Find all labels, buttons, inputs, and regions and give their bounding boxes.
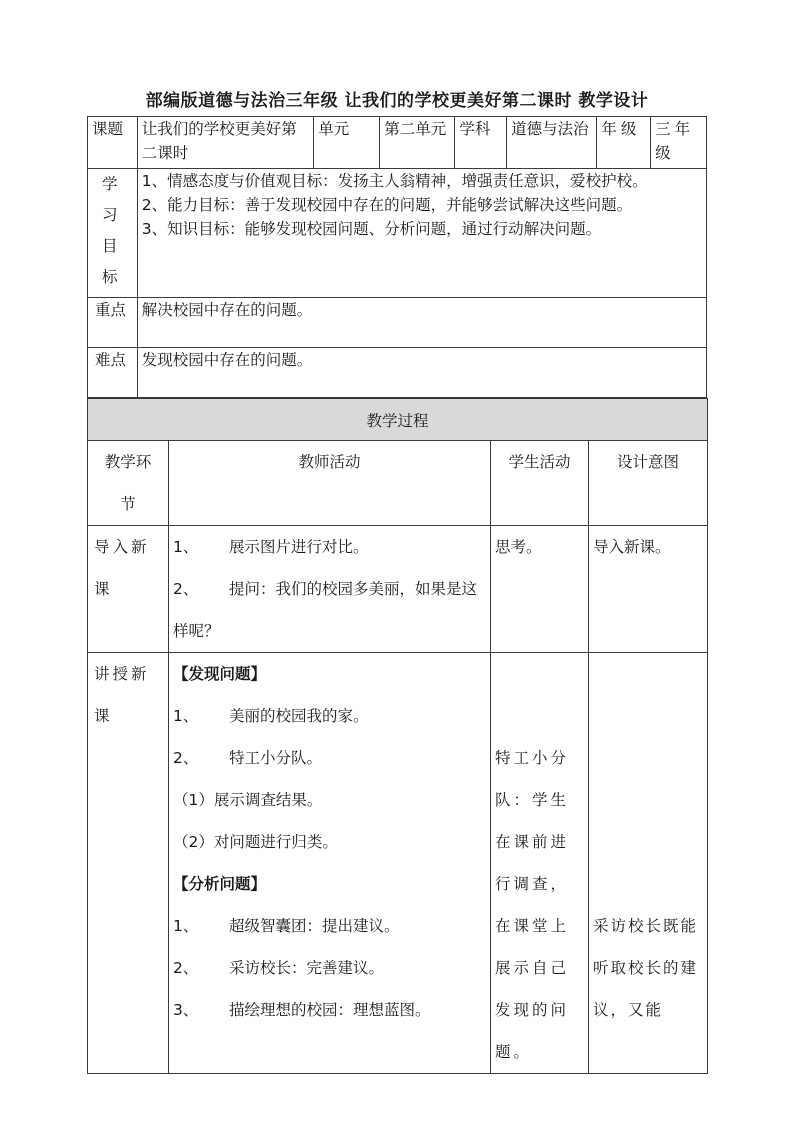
- intro-step2: 提问：我们的校园多美丽，如果是这样呢？: [173, 580, 478, 640]
- lecture-teacher: [169, 653, 491, 1074]
- lecture-design-text: 采访校长既能听取校长的建议，又能: [593, 917, 699, 1019]
- unit-value: 第二单元: [380, 117, 455, 169]
- subject-label: 学科: [455, 117, 507, 169]
- lecture-student: [491, 653, 589, 1074]
- lecture-step5: 超级智囊团：提出建议。: [229, 917, 400, 935]
- header-design: 设计意图: [589, 441, 708, 526]
- goals-content: [137, 169, 706, 298]
- lecture-student-text: 特工小分队：学生在课前进行调查，在课堂上展示自己发现的问题。: [495, 749, 570, 1061]
- lecture-step1-num: 1、: [173, 707, 199, 725]
- goal-knowledge: 3、知识目标：能够发现校园问题、分析问题，通过行动解决问题。: [141, 220, 602, 238]
- lecture-step7: 描绘理想的校园：理想蓝图。: [229, 1001, 431, 1019]
- topic-label: 课题: [88, 117, 138, 169]
- lecture-stage: 讲授新课: [88, 653, 169, 1074]
- section-analyze-problem: 【分析问题】: [173, 875, 267, 893]
- intro-student: 思考。: [491, 526, 589, 653]
- key-point-value: 解决校园中存在的问题。: [137, 298, 706, 348]
- subject-value: 道德与法治: [507, 117, 597, 169]
- goal-affective: 1、情感态度与价值观目标：发扬主人翁精神，增强责任意识，爱校护校。: [141, 172, 648, 190]
- intro-step2-num: 2、: [173, 580, 199, 598]
- difficulty-value: 发现校园中存在的问题。: [137, 348, 706, 398]
- header-stage: 教学环节: [88, 441, 169, 526]
- intro-teacher: [169, 526, 491, 653]
- intro-step1-num: 1、: [173, 538, 199, 556]
- lesson-info-table: [87, 116, 707, 398]
- header-teacher: 教师活动: [169, 441, 491, 526]
- difficulty-label: 难点: [88, 348, 138, 398]
- lecture-step7-num: 3、: [173, 1001, 199, 1019]
- process-banner: 教学过程: [88, 399, 708, 441]
- lecture-design: [589, 653, 708, 1074]
- key-point-label: 重点: [88, 298, 138, 348]
- intro-stage: 导入新课: [88, 526, 169, 653]
- grade-value: 三年级: [651, 117, 707, 169]
- lecture-step6: 采访校长：完善建议。: [229, 959, 385, 977]
- lecture-step5-num: 1、: [173, 917, 199, 935]
- topic-value: 让我们的学校更美好第二课时: [137, 117, 314, 169]
- lecture-step6-num: 2、: [173, 959, 199, 977]
- header-student: 学生活动: [491, 441, 589, 526]
- teaching-process-table: [87, 398, 708, 1074]
- lecture-step2: 特工小分队。: [229, 749, 323, 767]
- unit-label: 单元: [314, 117, 380, 169]
- intro-step1: 展示图片进行对比。: [229, 538, 369, 556]
- goal-ability: 2、能力目标：善于发现校园中存在的问题，并能够尝试解决这些问题。: [141, 196, 633, 214]
- lecture-substep1: （1）展示调查结果。: [173, 791, 323, 809]
- lecture-step2-num: 2、: [173, 749, 199, 767]
- lecture-step1: 美丽的校园我的家。: [229, 707, 369, 725]
- document-title: 部编版道德与法治三年级 让我们的学校更美好第二课时 教学设计: [145, 91, 649, 111]
- intro-design: 导入新课。: [589, 526, 708, 653]
- grade-label: 年级: [597, 117, 651, 169]
- goals-label: 学习目标: [88, 169, 138, 298]
- section-find-problem: 【发现问题】: [173, 665, 267, 683]
- lecture-substep2: （2）对问题进行归类。: [173, 833, 338, 851]
